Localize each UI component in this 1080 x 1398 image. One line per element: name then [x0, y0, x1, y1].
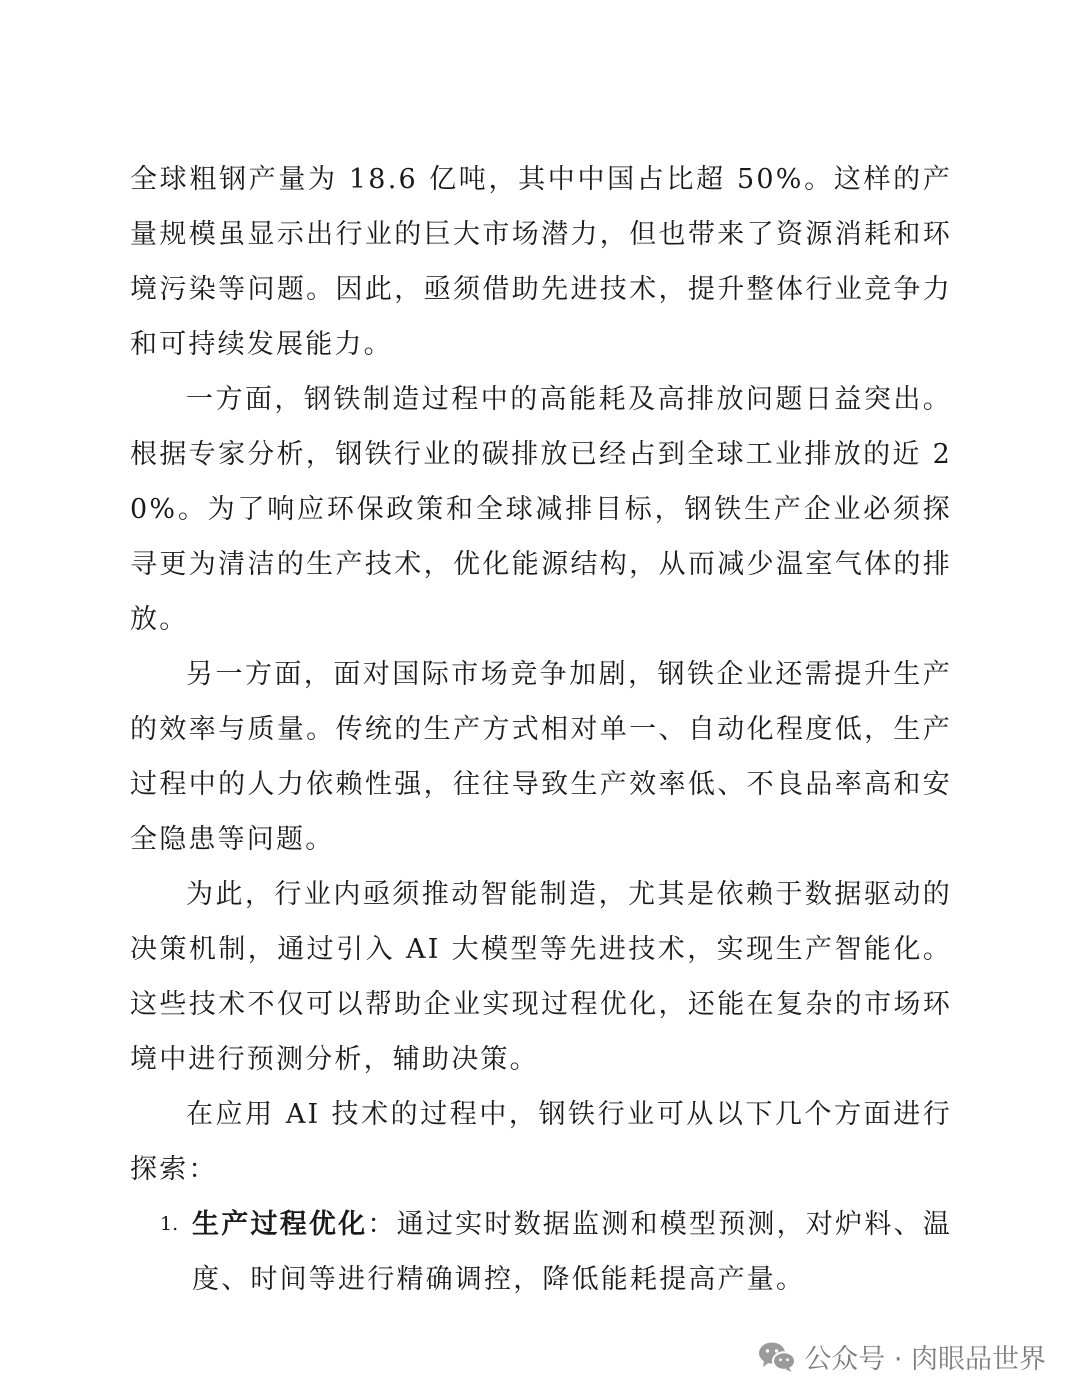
list-item-title: 生产过程优化	[192, 1209, 368, 1240]
paragraph-1: 全球粗钢产量为 18.6 亿吨，其中中国占比超 50%。这样的产量规模虽显示出行业的巨大市场潜力，但也带来了资源消耗和环境污染等问题。因此，亟须借助先进技术，提升整体行业竞争力和可持续发展能力。	[130, 164, 952, 360]
wechat-icon	[758, 1341, 796, 1373]
paragraph-5: 在应用 AI 技术的过程中，钢铁行业可从以下几个方面进行探索：	[130, 1099, 952, 1185]
list-number: 1.	[160, 1213, 179, 1235]
wechat-watermark	[758, 1337, 1046, 1376]
paragraph-3: 另一方面，面对国际市场竞争加剧，钢铁企业还需提升生产的效率与质量。传统的生产方式相对单一、自动化程度低，生产过程中的人力依赖性强，往往导致生产效率低、不良品率高和安全隐患等问题。	[130, 659, 952, 855]
list-item-1	[130, 1197, 952, 1307]
watermark-text: 公众号 · 肉眼品世界	[804, 1344, 1046, 1375]
paragraph-2: 一方面，钢铁制造过程中的高能耗及高排放问题日益突出。根据专家分析，钢铁行业的碳排放已经占到全球工业排放的近 20%。为了响应环保政策和全球减排目标，钢铁生产企业必须探寻更为清洁的生产技术，优化能源结构，从而减少温室气体的排放。	[130, 384, 952, 635]
list-item-text: ：通过实时数据监测和模型预测，对炉料、温度、时间等进行精确调控，降低能耗提高产量。	[192, 1209, 953, 1295]
paragraph-4: 为此，行业内亟须推动智能制造，尤其是依赖于数据驱动的决策机制，通过引入 AI 大模型等先进技术，实现生产智能化。这些技术不仅可以帮助企业实现过程优化，还能在复杂的市场环境中进行预测分析，辅助决策。	[130, 879, 952, 1075]
document-body	[130, 152, 952, 1307]
